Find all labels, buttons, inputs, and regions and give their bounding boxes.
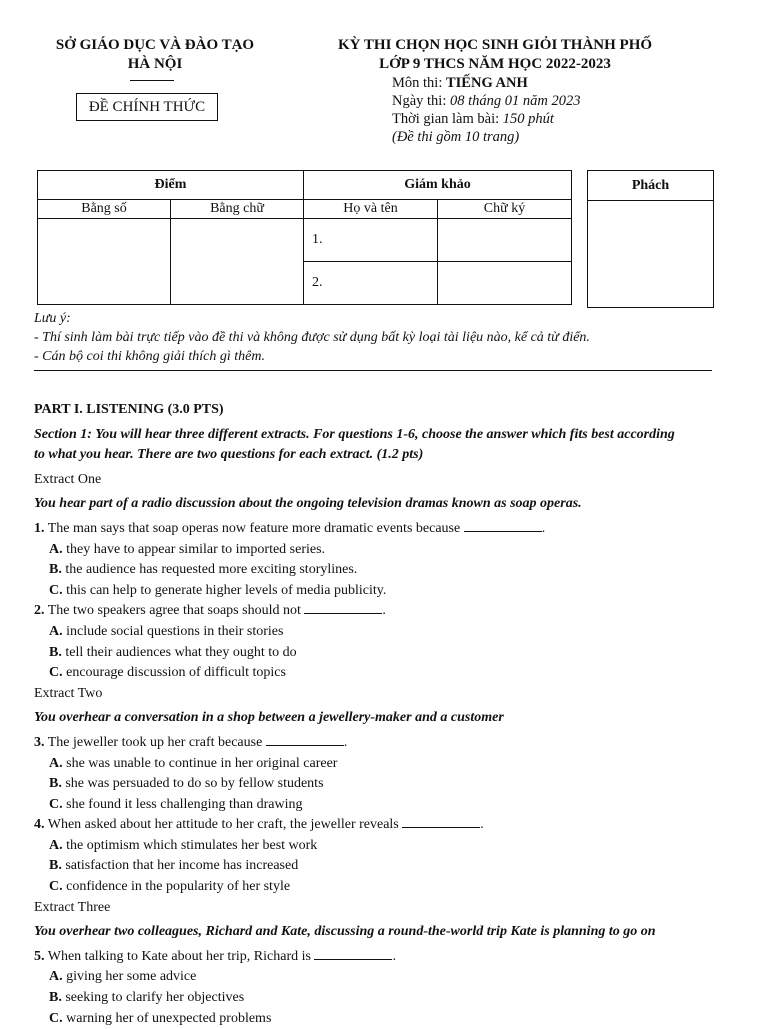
option <box>34 540 724 561</box>
option-text: this can help to generate higher levels of media publicity. <box>62 582 387 598</box>
question-4: 4. When asked about her attitude to her craft, the jeweller reveals . <box>34 817 484 833</box>
option-letter: C. <box>49 1010 63 1026</box>
option-letter: A. <box>49 541 63 557</box>
question-number: 1. <box>34 520 45 536</box>
option <box>34 988 724 1009</box>
question-2: 2. The two speakers agree that soaps should not . <box>34 603 386 619</box>
examiner-2-name: 2. <box>304 262 438 305</box>
issuing-department <box>30 36 280 74</box>
time-value: 150 phút <box>502 111 554 127</box>
date-value: 08 tháng 01 năm 2023 <box>450 93 581 109</box>
option <box>34 1009 724 1029</box>
option <box>34 856 724 877</box>
option-letter: A. <box>49 755 63 771</box>
city-name: HÀ NỘI <box>127 56 183 72</box>
question-stem: The man says that soap operas now feature more dramatic events because <box>44 520 464 536</box>
examiner-1-name: 1. <box>304 219 438 262</box>
question-number: 4. <box>34 817 45 833</box>
score-table <box>37 170 572 305</box>
question-number: 3. <box>34 734 45 750</box>
listening-part <box>34 400 724 1029</box>
exam-notes <box>34 309 590 366</box>
question-3: 3. The jeweller took up her craft because . <box>34 734 348 750</box>
question-5: 5. When talking to Kate about her trip, Richard is . <box>34 948 396 964</box>
option-letter: A. <box>49 623 63 639</box>
option-text: confidence in the popularity of her style <box>62 879 291 895</box>
subject-line <box>392 74 581 92</box>
extract-label: Extract One <box>34 471 102 487</box>
option <box>34 560 724 581</box>
option-text: satisfaction that her income has increased <box>61 858 299 874</box>
section-instruction-line2: to what you hear. There are two questions for each extract. (1.2 pts) <box>34 447 424 463</box>
code-box <box>587 170 714 308</box>
exam-title-line1: KỲ THI CHỌN HỌC SINH GIỎI THÀNH PHỐ <box>337 37 653 53</box>
option-letter: A. <box>49 837 63 853</box>
question-number: 2. <box>34 603 45 619</box>
option-text: she was unable to continue in her original career <box>62 755 338 771</box>
option-text: she was persuaded to do so by fellow students <box>61 776 324 792</box>
option <box>34 967 724 988</box>
option <box>34 622 724 643</box>
subject-label: Môn thi: <box>392 75 446 91</box>
option-text: include social questions in their stories <box>62 623 284 639</box>
option-letter: B. <box>49 562 62 578</box>
note-line-1: - Thí sinh làm bài trực tiếp vào đề thi và không được sử dụng bất kỳ loại tài liệu nào, kể cả từ điển. <box>34 330 590 345</box>
note-line-2: - Cán bộ coi thi không giải thích gì thêm. <box>34 349 265 364</box>
option-letter: A. <box>49 969 63 985</box>
question-stem: The two speakers agree that soaps should not <box>44 603 305 619</box>
examiner-2-signature <box>438 262 572 305</box>
option-text: giving her some advice <box>62 969 197 985</box>
option-text: the audience has requested more exciting storylines. <box>61 562 358 578</box>
question-stem: The jeweller took up her craft because <box>44 734 266 750</box>
score-header: Điểm <box>38 171 304 200</box>
option <box>34 643 724 664</box>
answer-blank[interactable] <box>402 815 480 828</box>
option <box>34 581 724 602</box>
exam-title <box>300 36 690 74</box>
option-letter: C. <box>49 665 63 681</box>
extract-context: You overhear two colleagues, Richard and Kate, discussing a round-the-world trip Kate is planning to go on <box>34 924 656 940</box>
option-letter: B. <box>49 858 62 874</box>
extract-label: Extract Three <box>34 899 111 915</box>
option-letter: C. <box>49 879 63 895</box>
option-letter: C. <box>49 796 63 812</box>
extract-context: You hear part of a radio discussion about the ongoing television dramas known as soap operas. <box>34 496 582 512</box>
option-text: they have to appear similar to imported series. <box>62 541 326 557</box>
date-label: Ngày thi: <box>392 93 450 109</box>
answer-blank[interactable] <box>314 947 392 960</box>
option <box>34 774 724 795</box>
option <box>34 663 724 684</box>
part-title: PART I. LISTENING (3.0 PTS) <box>34 402 224 417</box>
section-divider <box>34 370 712 371</box>
option-text: seeking to clarify her objectives <box>61 990 245 1006</box>
answer-blank[interactable] <box>464 519 542 532</box>
time-label: Thời gian làm bài: <box>392 111 503 127</box>
option-text: warning her of unexpected problems <box>62 1010 272 1026</box>
question-number: 5. <box>34 948 45 964</box>
option-text: encourage discussion of difficult topics <box>62 665 286 681</box>
section-instruction-line1: Section 1: You will hear three different extracts. For questions 1-6, choose the answer which fits best according <box>34 426 675 442</box>
header-divider <box>130 80 174 81</box>
option-text: tell their audiences what they ought to do <box>61 644 297 660</box>
official-exam-badge: ĐỀ CHÍNH THỨC <box>76 93 218 121</box>
option-text: the optimism which stimulates her best work <box>62 837 318 853</box>
examiner-1-signature <box>438 219 572 262</box>
option <box>34 795 724 816</box>
examiner-name-header: Họ và tên <box>304 200 438 219</box>
score-digits-cell <box>38 219 171 305</box>
notes-title: Lưu ý: <box>34 311 71 326</box>
department-name: SỞ GIÁO DỤC VÀ ĐÀO TẠO <box>55 37 255 53</box>
score-words-header: Bằng chữ <box>171 200 304 219</box>
question-stem: When asked about her attitude to her craft, the jeweller reveals <box>44 817 403 833</box>
extract-context: You overhear a conversation in a shop between a jewellery-maker and a customer <box>34 710 504 726</box>
answer-blank[interactable] <box>266 733 344 746</box>
exam-title-line2: LỚP 9 THCS NĂM HỌC 2022-2023 <box>379 56 611 72</box>
option <box>34 836 724 857</box>
date-line <box>392 92 581 110</box>
examiner-header: Giám khảo <box>304 171 572 200</box>
subject-value: TIẾNG ANH <box>445 75 528 91</box>
option-letter: C. <box>49 582 63 598</box>
option-letter: B. <box>49 990 62 1006</box>
option <box>34 877 724 898</box>
option <box>34 754 724 775</box>
exam-meta <box>392 74 581 146</box>
score-digits-header: Bằng số <box>38 200 171 219</box>
code-box-header: Phách <box>588 171 713 201</box>
pages-note: (Đề thi gồm 10 trang) <box>392 129 520 145</box>
question-1: 1. The man says that soap operas now feature more dramatic events because . <box>34 520 546 536</box>
option-letter: B. <box>49 644 62 660</box>
option-letter: B. <box>49 776 62 792</box>
answer-blank[interactable] <box>304 601 382 614</box>
extract-label: Extract Two <box>34 685 103 701</box>
examiner-signature-header: Chữ ký <box>438 200 572 219</box>
option-text: she found it less challenging than drawing <box>62 796 303 812</box>
score-words-cell <box>171 219 304 305</box>
question-stem: When talking to Kate about her trip, Richard is <box>44 948 315 964</box>
time-line <box>392 110 581 128</box>
